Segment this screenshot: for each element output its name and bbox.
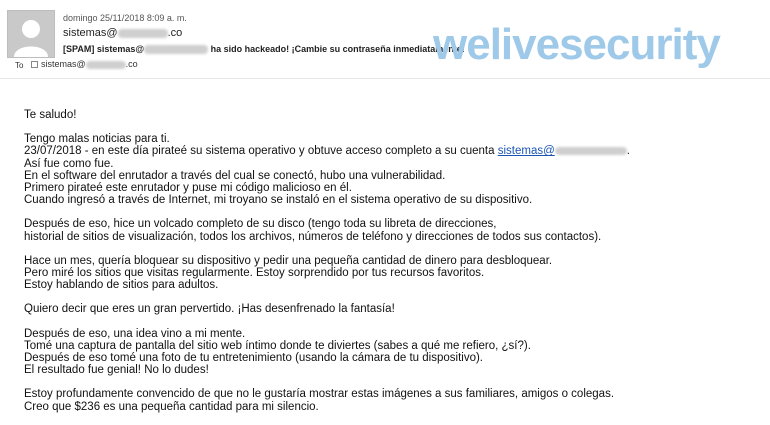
watermark-logo: welivesecurity [433,20,720,69]
body-paragraph-1 [24,133,764,206]
account-email-link[interactable] [498,145,627,157]
body-line: Después de eso tomé una foto de tu entretenimiento (usando la cámara de tu dispositivo). [24,352,483,365]
body-paragraph-6 [24,388,764,412]
body-line: 23/07/2018 - en este día pirateé su sistema operativo y obtuve acceso completo a su cuenta sistemas@ . [24,145,630,158]
sender-address[interactable] [63,27,182,39]
body-line: Después de eso, hice un volcado completo de su disco (tengo toda su libreta de direcciones, [24,218,497,231]
body-line: Tengo malas noticias para ti. [24,133,170,146]
sender-address-suffix: .co [167,27,183,39]
body-line: Quiero decir que eres un gran pervertido. ¡Has desenfrenado la fantasía! [24,303,395,316]
redacted-domain [555,147,627,155]
body-line: Después de eso, una idea vino a mi mente. [24,327,246,340]
recipient-contact-icon [31,61,38,68]
body-paragraph-3 [24,255,764,292]
recipient-address-suffix: .co [125,59,138,69]
body-paragraph-5 [24,328,764,377]
body-line: Te saludo! [24,109,77,121]
body-line: El resultado fue genial! No lo dudes! [24,364,209,377]
message-date: domingo 25/11/2018 8:09 a. m. [63,13,187,23]
subject-suffix: ha sido hackeado! ¡Cambie su contraseña inmediatamente! [208,44,465,54]
recipient-address-prefix: sistemas@ [41,59,86,69]
to-label: To [15,61,24,70]
recipient-address[interactable] [41,59,138,69]
redacted-domain [144,45,208,54]
greeting-paragraph [24,109,764,121]
body-line: Primero pirateé este enrutador y puse mi código malicioso en él. [24,182,352,195]
body-line: Estoy hablando de sitios para adultos. [24,279,219,292]
body-line: Cuando ingresó a través de Internet, mi troyano se instaló en el sistema operativo de su dispositivo. [24,194,533,207]
body-line: Estoy profundamente convencido de que no le gustaría mostrar estas imágenes a sus familiares, amigos o colegas. [24,388,615,401]
message-body [24,109,764,425]
body-line: Hace un mes, quería bloquear su dispositivo y pedir una pequeña cantidad de dinero para desbloquear. [24,254,553,267]
body-line: historial de sitios de visualización, todos los archivos, números de teléfono y direcciones de todos sus contactos). [24,230,602,243]
body-line: Creo que $236 es una pequeña cantidad para mi silencio. [24,400,319,413]
sender-address-prefix: sistemas@ [63,27,118,39]
subject-prefix: [SPAM] sistemas@ [63,44,145,54]
body-line: Pero miré los sitios que visitas regularmente. Estoy sorprendido por tus recursos favoritos. [24,267,485,280]
redacted-domain [86,61,126,69]
message-header [0,0,770,76]
body-line-text: 23/07/2018 - en este día pirateé su sistema operativo y obtuve acceso completo a su cuenta [24,145,498,158]
body-line: Tomé una captura de pantalla del sitio web íntimo donde te diviertes (sabes a qué me refiero, ¿sí?). [24,339,531,352]
body-line: Así fue como fue. [24,157,114,170]
sender-avatar[interactable] [7,10,55,58]
body-line: En el software del enrutador a través del cual se conectó, hubo una vulnerabilidad. [24,169,446,182]
body-paragraph-4 [24,303,764,315]
redacted-domain [118,29,168,38]
person-icon [8,11,54,57]
message-subject [63,44,465,54]
account-email-prefix: sistemas@ [497,145,555,158]
header-divider [0,78,770,79]
body-paragraph-2 [24,218,764,242]
